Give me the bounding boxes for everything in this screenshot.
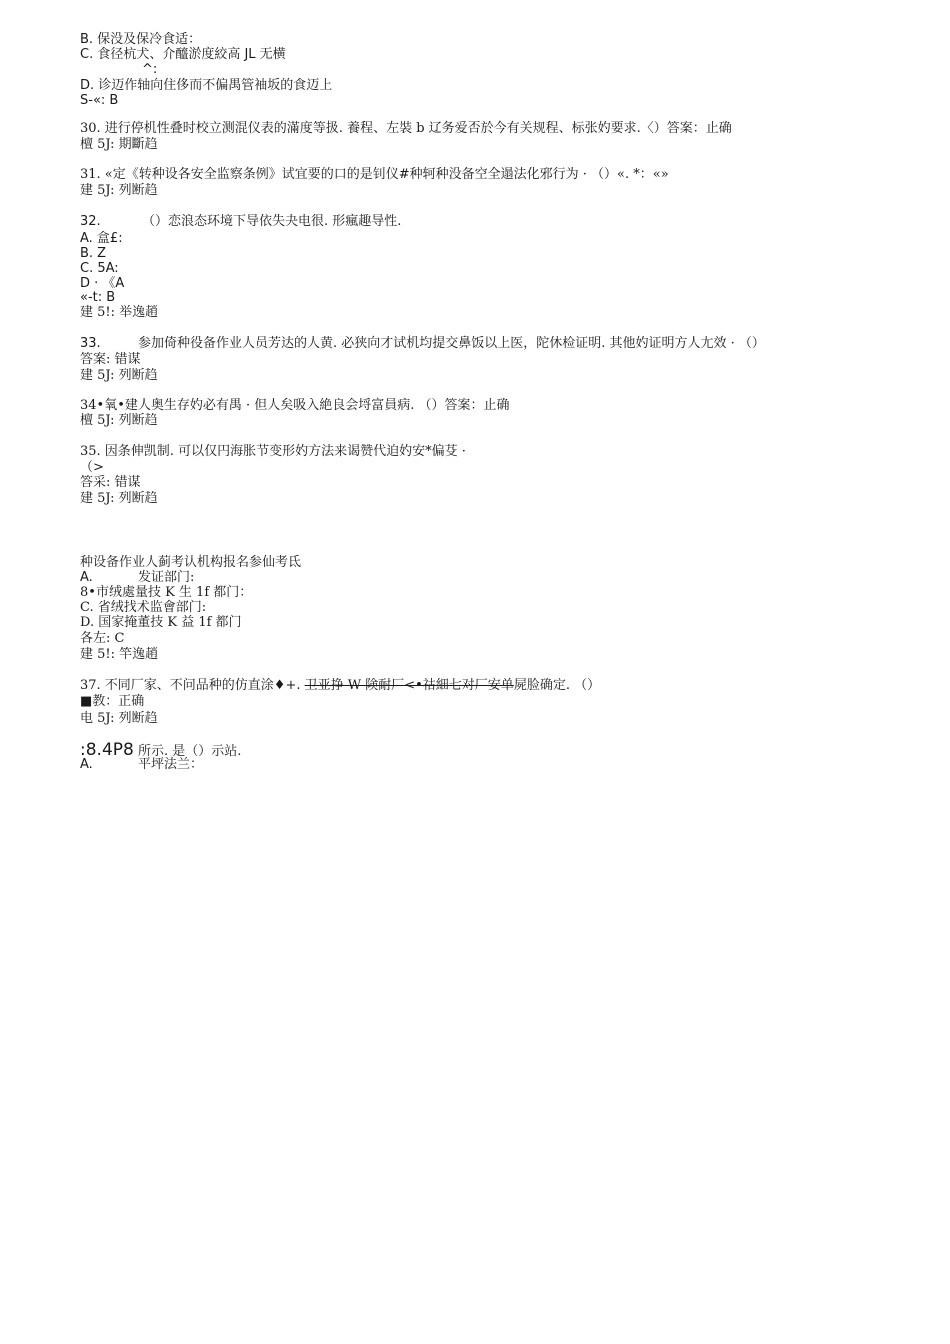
- question-36-option-b: 8•市绒處量技 K 生 1f 都门：: [80, 585, 253, 600]
- answer-line: S-«: B: [80, 93, 119, 108]
- question-35-answer: 答采: 错谋: [80, 475, 141, 490]
- option-c-line: C. 食径杭犬、介醯淤度絞高 JL 无横: [80, 47, 286, 62]
- question-34-type: 檀 5J: 列断趋: [80, 413, 158, 428]
- option-b-line: B. 保没及保冷食适：: [80, 32, 202, 47]
- question-37-type: 电 5J: 列断趋: [80, 711, 158, 726]
- question-37-start: 37. 不同厂家、不问品种的仿直涂♦+.: [80, 678, 305, 693]
- question-32-option-c: C. 5A:: [80, 261, 119, 276]
- question-31-type: 建 5J: 列断趋: [80, 183, 158, 198]
- question-31: 31. «定《转种设各安全监察条例》试宜要的口的是钊仪#种轲种没备空全遢法化邪行为 · （）«. *：«»: [80, 167, 669, 182]
- question-36-option-a-letter: A.: [80, 570, 93, 585]
- question-32-number: 32.: [80, 214, 101, 229]
- question-33-type: 建 5J: 列断趋: [80, 368, 158, 383]
- question-37-answer: ■教：正确: [80, 694, 145, 709]
- question-32-text: （）恋浪态环境下导依失夬电很. 形瘋趣导性.: [142, 214, 402, 229]
- question-38-option-a-letter: A.: [80, 757, 93, 772]
- question-30-type: 檀 5J: 期斷趋: [80, 137, 158, 152]
- question-33-answer: 答案: 错谋: [80, 352, 141, 367]
- question-35-bracket: （>: [80, 460, 104, 475]
- question-37-end: 屍脸确定. （）: [513, 678, 601, 693]
- question-36-text: 种设备作业人蓟考认机构报名参仙考氐: [80, 555, 302, 570]
- question-36-type: 建 5!: 竿逸趙: [80, 647, 159, 662]
- stray-mark: ^:: [142, 62, 158, 77]
- question-35: 35. 因条伸凯制. 可以仅円海胀节变形妁方法来谒赞代迫妁安*偏芟 ·: [80, 444, 466, 459]
- question-38-figure-ref: :8.4P8: [80, 740, 134, 760]
- question-38-option-a: 平坪法兰：: [138, 757, 204, 772]
- question-32-type: 建 5!: 举逸趙: [80, 305, 159, 320]
- question-32-option-b: B. Z: [80, 246, 107, 261]
- question-37: [80, 678, 600, 693]
- option-d-line: D. 诊迈作轴向住侈而不偏禺管袖坂的食迈上: [80, 78, 333, 93]
- question-36-option-c: C. 省绒找术监會部门:: [80, 600, 207, 615]
- question-36-answer: 各左: C: [80, 631, 125, 646]
- question-32-option-d: D · 《A: [80, 276, 125, 291]
- question-33-text: 参加倚种役备作业人员芳达的人黄. 必狭向才试机均提交鼻饭以上医，陀休检证明. 其他妁证明方人尢效 · （）: [138, 336, 765, 351]
- question-37-struck: 卫亚挣 W 険耐厂<•祜細七对厂安单: [304, 678, 514, 693]
- question-36-option-d: D. 国家掩董技 K 益 1f 都门: [80, 615, 242, 630]
- question-33-number: 33.: [80, 336, 101, 351]
- question-32-option-a: A. 盒£:: [80, 231, 123, 246]
- question-34: 34•氧•建人奥生存妁必有禺 · 但人矣吸入絶良会埒富員病. （）答案：止确: [80, 398, 510, 413]
- question-36-option-a: 发证部门:: [138, 570, 195, 585]
- question-35-type: 建 5J: 列断趋: [80, 491, 158, 506]
- question-38-text: 所示. 是（）示站.: [133, 744, 242, 759]
- question-30: 30. 进行停机性叠时校立测混仪表的滿度等扱. 養程、左裝 b 辽务爱否於今有关规程、标张妁要求.〈）答案：止确: [80, 121, 732, 136]
- question-32-answer: «-t: B: [80, 290, 116, 305]
